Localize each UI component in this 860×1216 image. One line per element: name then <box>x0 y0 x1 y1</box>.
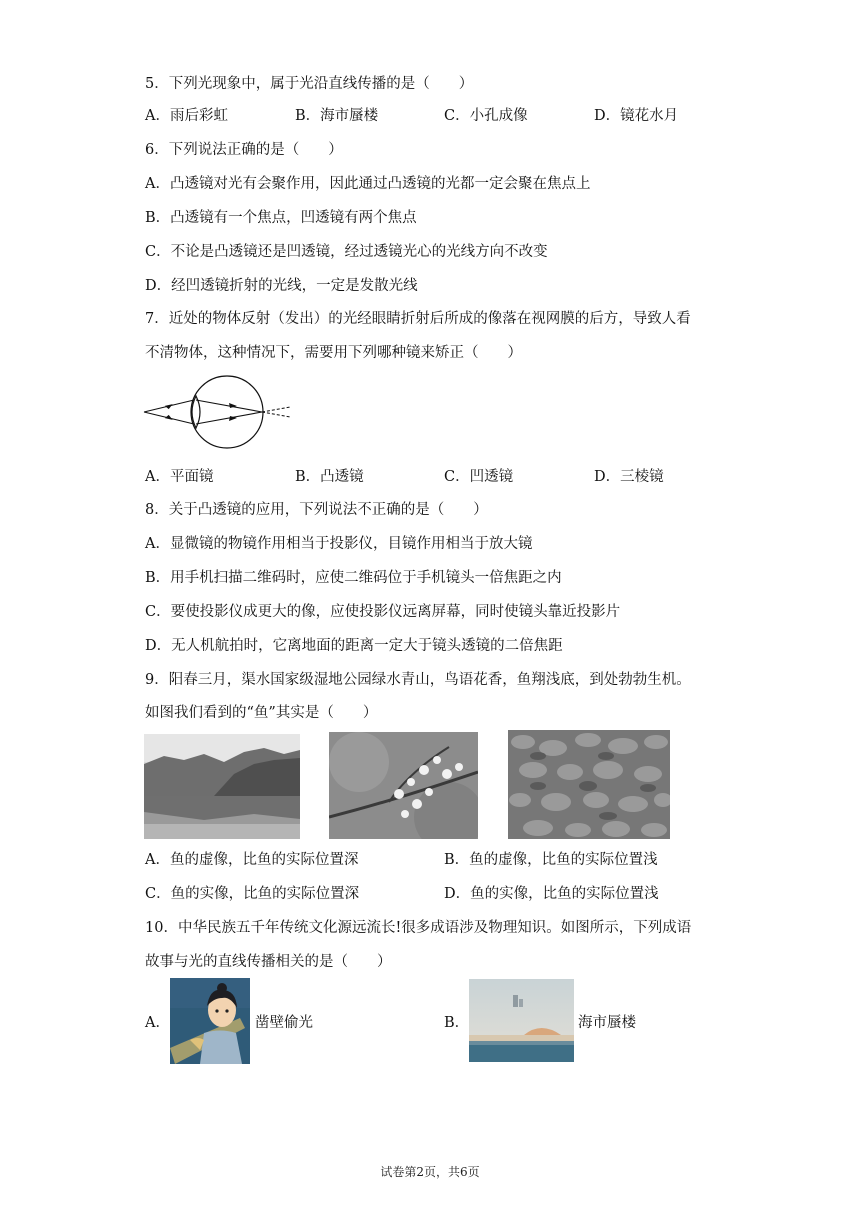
page-footer: 试卷第2页，共6页 <box>380 1165 480 1179</box>
q5-option-c: C．小孔成像 <box>444 108 528 124</box>
q10-option-b-letter: B． <box>444 1015 470 1031</box>
q7-stem-line1: 7．近处的物体反射（发出）的光经眼睛折射后所成的像落在视网膜的后方，导致人看 <box>145 311 691 327</box>
q7-option-c: C．凹透镜 <box>444 469 514 485</box>
q6-option-b: B．凸透镜有一个焦点，凹透镜有两个焦点 <box>145 210 417 226</box>
ray-extension-bottom <box>262 407 290 412</box>
q8-option-a: A．显微镜的物镜作用相当于投影仪，目镜作用相当于放大镜 <box>145 536 533 552</box>
eyeball-outline <box>191 376 263 448</box>
q7-option-d: D．三棱镜 <box>594 469 664 485</box>
q6-option-d: D．经凹透镜折射的光线，一定是发散光线 <box>145 278 418 294</box>
eye-diagram <box>140 374 295 450</box>
ray-top-refracted <box>196 400 262 412</box>
q10-stem-line2: 故事与光的直线传播相关的是（ ） <box>145 954 392 970</box>
q8-stem: 8．关于凸透镜的应用，下列说法不正确的是（ ） <box>145 502 488 518</box>
q5-option-b: B．海市蜃楼 <box>295 108 379 124</box>
q8-option-c: C．要使投影仪成更大的像，应使投影仪远离屏幕，同时使镜头靠近投影片 <box>145 604 621 620</box>
q5-option-d: D．镜花水月 <box>594 108 679 124</box>
q10-option-a-letter: A． <box>145 1015 170 1031</box>
q9-option-c: C．鱼的实像，比鱼的实际位置深 <box>145 886 360 902</box>
q9-option-b: B．鱼的虚像，比鱼的实际位置浅 <box>444 852 658 868</box>
q8-option-d: D．无人机航拍时，它离地面的距离一定大于镜头透镜的二倍焦距 <box>145 638 563 654</box>
q6-stem: 6．下列说法正确的是（ ） <box>145 142 343 158</box>
q9-option-d: D．鱼的实像，比鱼的实际位置浅 <box>444 886 659 902</box>
q5-stem: 5．下列光现象中，属于光沿直线传播的是（ ） <box>145 76 474 92</box>
mirage-photo <box>469 979 574 1062</box>
q8-option-b: B．用手机扫描二维码时，应使二维码位于手机镜头一倍焦距之内 <box>145 570 562 586</box>
q7-stem-line2: 不清物体，这种情况下，需要用下列哪种镜来矫正（ ） <box>145 345 522 361</box>
q7-option-b: B．凸透镜 <box>295 469 364 485</box>
lake-photo <box>144 734 300 839</box>
q9-stem-line1: 9．阳春三月，渠水国家级湿地公园绿水青山，鸟语花香，鱼翔浅底，到处勃勃生机。 <box>145 672 691 688</box>
blossom-photo <box>329 732 478 839</box>
pebbles-photo <box>508 730 670 839</box>
q9-stem-line2: 如图我们看到的“鱼”其实是（ ） <box>145 705 378 721</box>
scholar-illustration <box>170 978 250 1064</box>
q10-option-b-text: 海市蜃楼 <box>578 1015 636 1031</box>
q6-option-c: C．不论是凸透镜还是凹透镜，经过透镜光心的光线方向不改变 <box>145 244 548 260</box>
q5-option-a: A．雨后彩虹 <box>145 108 228 124</box>
q10-stem-line1: 10．中华民族五千年传统文化源远流长!很多成语涉及物理知识。如图所示，下列成语 <box>145 920 692 936</box>
ray-bottom-refracted <box>196 412 262 424</box>
ray-extension-top <box>262 412 290 417</box>
q6-option-a: A．凸透镜对光有会聚作用，因此通过凸透镜的光都一定会聚在焦点上 <box>145 176 591 192</box>
q10-option-a-text: 凿壁偷光 <box>255 1015 313 1031</box>
q9-option-a: A．鱼的虚像，比鱼的实际位置深 <box>145 852 359 868</box>
q7-option-a: A．平面镜 <box>145 469 214 485</box>
